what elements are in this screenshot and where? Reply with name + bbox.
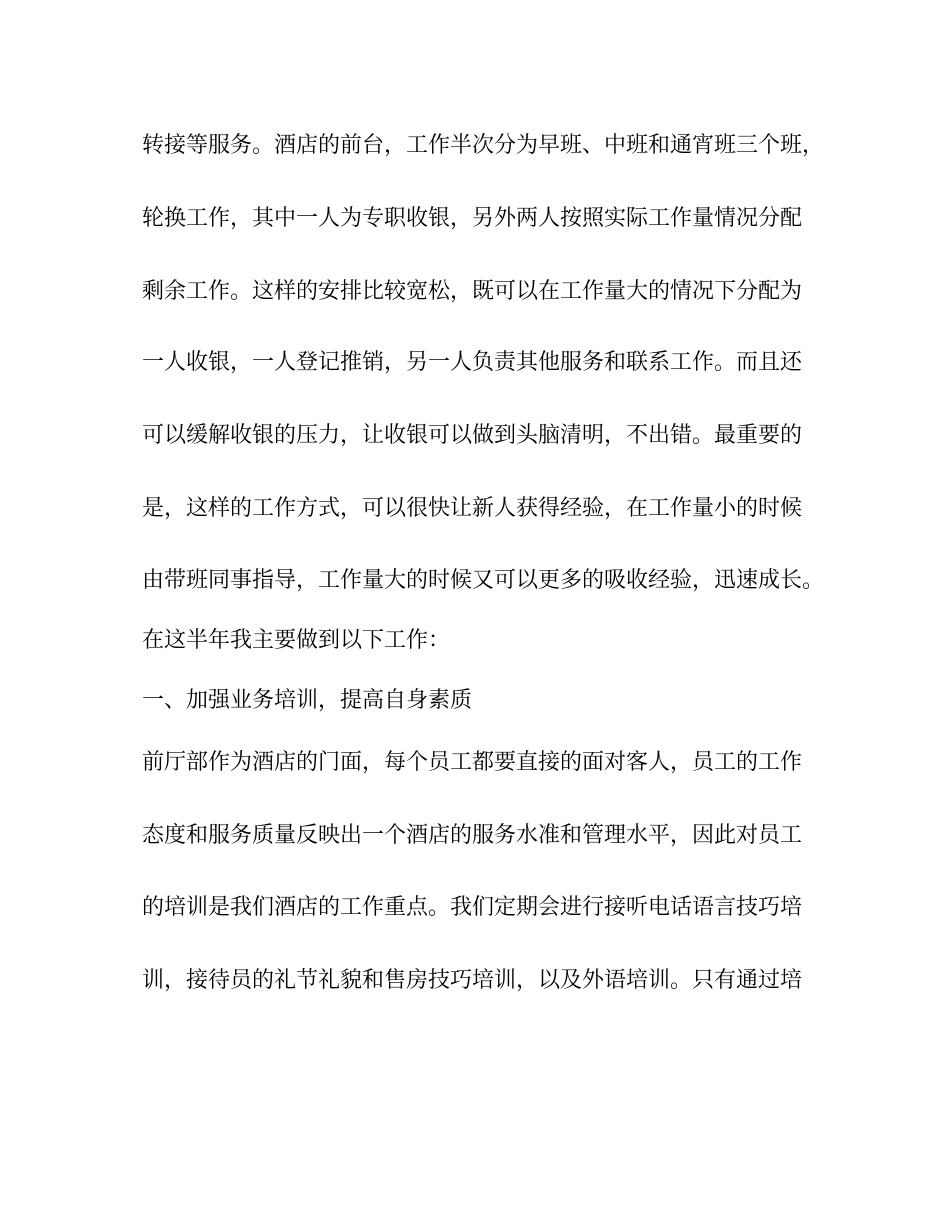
- paragraph-line: 一人收银，一人登记推销，另一人负责其他服务和联系工作。而且还: [142, 350, 803, 375]
- paragraph-line: 前厅部作为酒店的门面，每个员工都要直接的面对客人，员工的工作: [142, 750, 803, 775]
- paragraph-line: 态度和服务质量反映出一个酒店的服务水准和管理水平，因此对员工: [142, 823, 803, 848]
- paragraph-line: 转接等服务。酒店的前台，工作半次分为早班、中班和通宵班三个班，: [142, 133, 825, 158]
- paragraph-line: 的培训是我们酒店的工作重点。我们定期会进行接听电话语言技巧培: [142, 895, 803, 920]
- paragraph-line: 可以缓解收银的压力，让收银可以做到头脑清明，不出错。最重要的: [142, 423, 803, 448]
- paragraph-line: 轮换工作，其中一人为专职收银，另外两人按照实际工作量情况分配: [142, 206, 803, 231]
- paragraph-line: 由带班同事指导，工作量大的时候又可以更多的吸收经验，迅速成长。: [142, 568, 825, 593]
- paragraph-line: 是，这样的工作方式，可以很快让新人获得经验，在工作量小的时候: [142, 496, 803, 521]
- paragraph-line: 剩余工作。这样的安排比较宽松，既可以在工作量大的情况下分配为: [142, 279, 803, 304]
- paragraph-line: 训，接待员的礼节礼貌和售房技巧培训，以及外语培训。只有通过培: [142, 968, 803, 993]
- section-heading: 一、加强业务培训，提高自身素质: [142, 688, 473, 713]
- paragraph-line: 在这半年我主要做到以下工作：: [142, 628, 451, 653]
